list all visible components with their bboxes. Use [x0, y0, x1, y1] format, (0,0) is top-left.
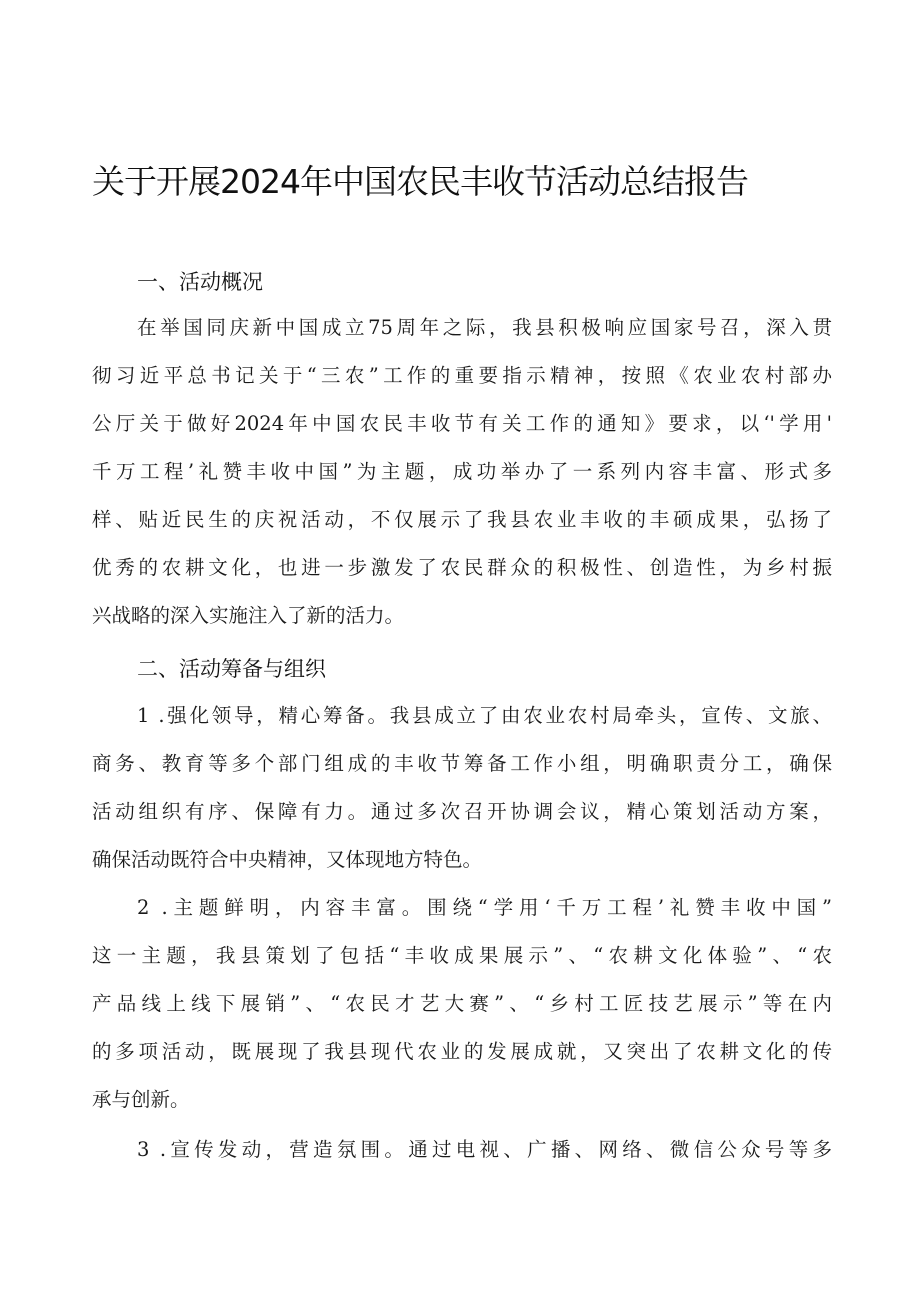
- paragraph-line: 活动组织有序、保障有力。通过多次召开协调会议，精心策划活动方案，: [92, 800, 832, 823]
- paragraph-line: 公厅关于做好2024年中国农民丰收节有关工作的通知》要求，以‘'学用': [92, 412, 832, 435]
- paragraph-line: 兴战略的深入实施注入了新的活力。: [92, 604, 405, 627]
- paragraph-line: 的多项活动，既展现了我县现代农业的发展成就，又突出了农耕文化的传: [92, 1040, 832, 1063]
- paragraph-line: 3 .宣传发动，营造氛围。通过电视、广播、网络、微信公众号等多: [137, 1138, 832, 1161]
- section-heading-overview: 一、活动概况: [137, 270, 263, 294]
- paragraph-line: 彻习近平总书记关于“三农”工作的重要指示精神，按照《农业农村部办: [92, 364, 832, 387]
- paragraph-line: 千万工程’礼赞丰收中国”为主题，成功举办了一系列内容丰富、形式多: [92, 460, 832, 483]
- paragraph-line: 2 .主题鲜明，内容丰富。围绕“学用‘千万工程’礼赞丰收中国”: [137, 896, 832, 919]
- paragraph-line: 产品线上线下展销”、“农民才艺大赛”、“乡村工匠技艺展示”等在内: [92, 992, 832, 1015]
- paragraph-line: 这一主题，我县策划了包括“丰收成果展示”、“农耕文化体验”、“农: [92, 944, 832, 967]
- paragraph-line: 承与创新。: [92, 1088, 190, 1111]
- paragraph-line: 商务、教育等多个部门组成的丰收节筹备工作小组，明确职责分工，确保: [92, 752, 832, 775]
- paragraph-line: 1 .强化领导，精心筹备。我县成立了由农业农村局牵头，宣传、文旅、: [137, 704, 832, 727]
- document-title: 关于开展2024年中国农民丰收节活动总结报告: [92, 162, 748, 201]
- paragraph-line: 优秀的农耕文化，也进一步激发了农民群众的积极性、创造性，为乡村振: [92, 556, 832, 579]
- paragraph-line: 在举国同庆新中国成立75周年之际，我县积极响应国家号召，深入贯: [137, 316, 832, 339]
- paragraph-line: 样、贴近民生的庆祝活动，不仅展示了我县农业丰收的丰硕成果，弘扬了: [92, 508, 832, 531]
- section-heading-preparation: 二、活动筹备与组织: [137, 657, 326, 681]
- paragraph-line: 确保活动既符合中央精神，又体现地方特色。: [92, 848, 483, 871]
